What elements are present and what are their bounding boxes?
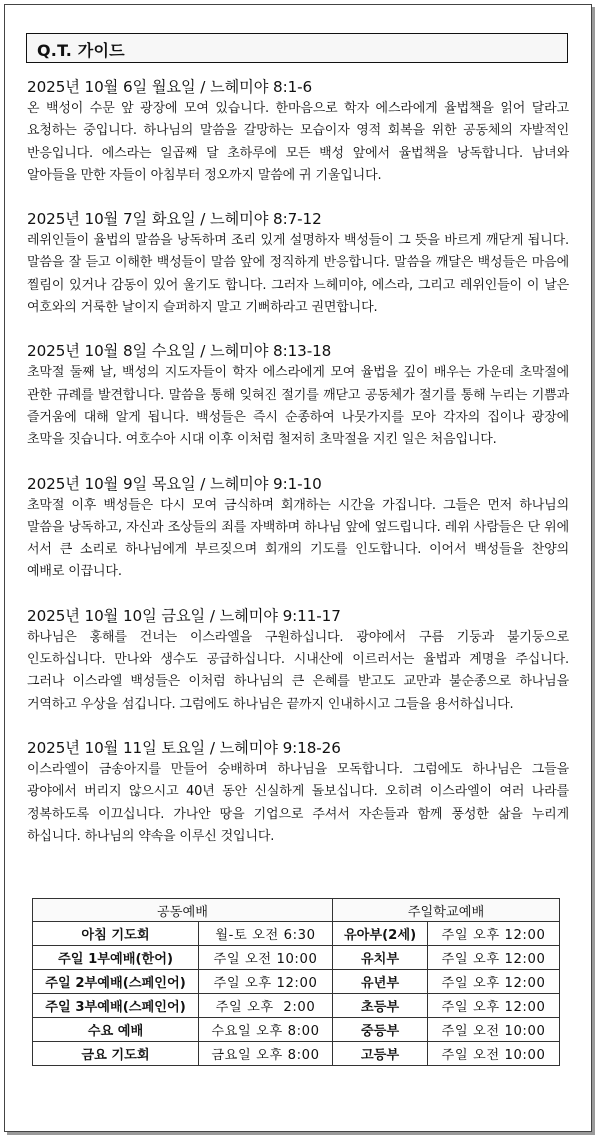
day-title: 2025년 10월 9일 목요일 / 느헤미야 9:1-10 [27, 474, 322, 493]
service-time: 주일 오후 12:00 [199, 970, 333, 994]
department-name: 유치부 [333, 946, 428, 970]
day-body: 온 백성이 수문 앞 광장에 모여 있습니다. 한마음으로 학자 에스라에게 율법책을 읽어 달라고 요청하는 중입니다. 하나님의 말씀을 갈망하는 모습이자 영적 회복을 위한 공동체의 자발적인 반응입니다. 에스라는 일곱째 달 초하루에 모든 백성 앞에서 율법책을 낭독합니다. 남녀와 알아들을 만한 자들이 아침부터 정오까지 말씀에 귀 기울입니다. [27, 101, 569, 183]
day-body: 이스라엘이 금송아지를 만들어 숭배하며 하나님을 모독합니다. 그럼에도 하나님은 그들을 광야에서 버리지 않으시고 40년 동안 신실하게 돌보십니다. 오히려 이스라엘이 여러 나라를 정복하도록 이끄십니다. 가나안 땅을 기업으로 주셔서 자손들과 함께 풍성한 삶을 누리게 하십니다. 하나님의 약속을 이루신 것입니다. [27, 761, 569, 844]
day-body: 레위인들이 율법의 말씀을 낭독하며 조리 있게 설명하자 백성들이 그 뜻을 바르게 깨닫게 됩니다. 말씀을 잘 듣고 이해한 백성들이 말씀 앞에 정직하게 반응합니다. 말씀을 깨달은 백성들은 마음에 찔림이 있거나 감동이 있어 울기도 합니다. 그러자 느헤미야, 에스라, 그리고 레위인들이 이 날은 여호와의 거룩한 날이지 슬퍼하지 말고 기뻐하라고 권면합니다. [27, 233, 569, 316]
day-entry [27, 341, 569, 451]
schedule-row [33, 1018, 560, 1042]
day-body: 초막절 이후 백성들은 다시 모여 금식하며 회개하는 시간을 가집니다. 그들은 먼저 하나님의 말씀을 낭독하고, 자신과 조상들의 죄를 자백하며 하나님 앞에 엎드립니다. 레위 사람들은 단 위에 서서 큰 소리로 하나님에게 부르짖으며 회개의 기도를 인도합니다. 이어서 백성들을 찬양의 예배로 이끕니다. [27, 497, 569, 580]
department-time: 주일 오후 12:00 [428, 946, 560, 970]
day-entry [27, 606, 569, 716]
day-title: 2025년 10월 11일 토요일 / 느헤미야 9:18-26 [27, 738, 341, 757]
service-name: 주일 3부예배(스페인어) [33, 994, 199, 1018]
department-name: 유년부 [333, 970, 428, 994]
department-time: 주일 오전 10:00 [428, 1042, 560, 1066]
day-entry [27, 209, 569, 319]
day-entry [27, 738, 569, 848]
section-header [26, 33, 568, 63]
service-time: 월-토 오전 6:30 [199, 922, 333, 946]
department-time: 주일 오전 10:00 [428, 1018, 560, 1042]
service-time: 주일 오후 2:00 [199, 994, 333, 1018]
day-body: 하나님은 홍해를 건너는 이스라엘을 구원하십니다. 광야에서 구름 기둥과 불기둥으로 인도하십니다. 만나와 생수도 공급하십니다. 시내산에 이르러서는 율법과 계명을 주십니다. 그러나 이스라엘 백성들은 이처럼 하나님의 큰 은혜를 받고도 교만과 불순종으로 하나님을 거역하고 우상을 섬깁니다. 그럼에도 하나님은 끝까지 인내하시고 그들을 용서하십니다. [27, 629, 569, 712]
service-time: 금요일 오후 8:00 [199, 1042, 333, 1066]
qt-guide-content [27, 77, 569, 870]
schedule-row [33, 970, 560, 994]
service-name: 수요 예배 [33, 1018, 199, 1042]
department-time: 주일 오후 12:00 [428, 994, 560, 1018]
service-name: 금요 기도회 [33, 1042, 199, 1066]
service-name: 아침 기도회 [33, 922, 199, 946]
department-name: 중등부 [333, 1018, 428, 1042]
schedule-row [33, 946, 560, 970]
department-name: 초등부 [333, 994, 428, 1018]
schedule-header-row [33, 899, 560, 922]
department-time: 주일 오후 12:00 [428, 970, 560, 994]
department-time: 주일 오후 12:00 [428, 922, 560, 946]
service-name: 주일 1부예배(한어) [33, 946, 199, 970]
department-name: 고등부 [333, 1042, 428, 1066]
day-title: 2025년 10월 6일 월요일 / 느헤미야 8:1-6 [27, 78, 313, 96]
schedule-row [33, 922, 560, 946]
schedule-header-congregation: 공동예배 [33, 899, 333, 922]
day-title: 2025년 10월 7일 화요일 / 느헤미야 8:7-12 [27, 210, 322, 229]
section-title: Q.T. 가이드 [37, 41, 125, 60]
worship-schedule-table [32, 898, 560, 1066]
service-name: 주일 2부예배(스페인어) [33, 970, 199, 994]
department-name: 유아부(2세) [333, 922, 428, 946]
service-time: 주일 오전 10:00 [199, 946, 333, 970]
day-title: 2025년 10월 8일 수요일 / 느헤미야 8:13-18 [27, 342, 332, 361]
day-title: 2025년 10월 10일 금요일 / 느헤미야 9:11-17 [27, 606, 341, 625]
day-body: 초막절 둘째 날, 백성의 지도자들이 학자 에스라에게 모여 율법을 깊이 배우는 가운데 초막절에 관한 규례를 발견합니다. 말씀을 통해 잊혀진 절기를 깨닫고 공동체가 절기를 통해 누리는 기쁨과 즐거움에 대해 알게 됩니다. 백성들은 즉시 순종하여 나뭇가지를 모아 각자의 집이나 광장에 초막을 짓습니다. 여호수아 시대 이후 이처럼 철저히 초막절을 지킨 일은 처음입니다. [27, 365, 569, 448]
schedule-row [33, 1042, 560, 1066]
day-entry [27, 77, 569, 187]
schedule-header-sunday-school: 주일학교예배 [333, 899, 560, 922]
day-entry [27, 474, 569, 584]
service-time: 수요일 오후 8:00 [199, 1018, 333, 1042]
schedule-row [33, 994, 560, 1018]
